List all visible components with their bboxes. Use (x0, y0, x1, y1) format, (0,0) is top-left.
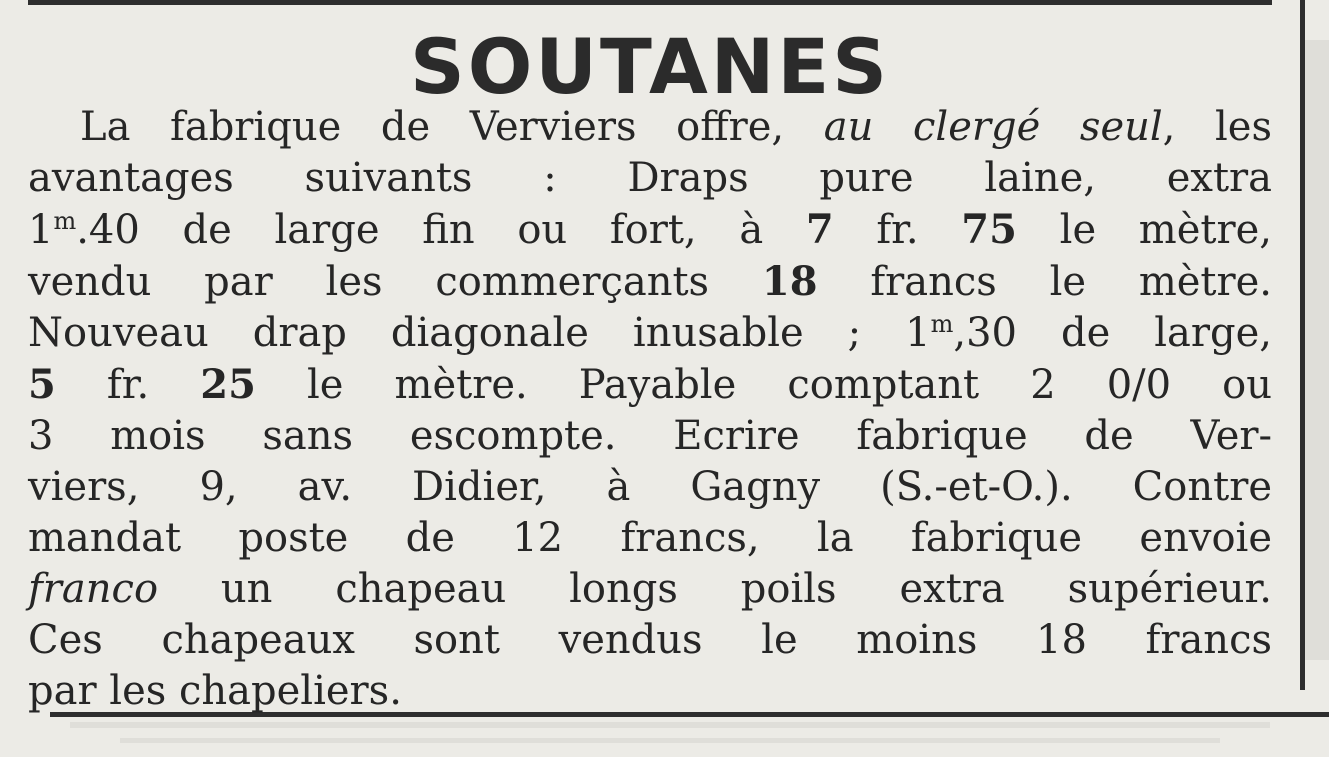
body-line: viers, 9, av. Didier, à Gagny (S.-et-O.). Contre (28, 464, 1272, 510)
body-line: 3 mois sans escompte. Ecrire fabrique de Ver- (28, 413, 1272, 459)
top-rule (28, 0, 1272, 5)
body-line: vendu par les commerçants 18 francs le mètre. (28, 258, 1272, 305)
body-line: mandat poste de 12 francs, la fabrique envoie (28, 515, 1272, 561)
print-bleed (70, 722, 1270, 728)
body-line: 1$^m$.40 de large fin ou fort, à 7 fr. 75 le mètre, (28, 206, 1272, 253)
body-line: par les chapeliers. (28, 668, 402, 714)
body-line: Ces chapeaux sont vendus le moins 18 francs (28, 617, 1272, 663)
body-line: La fabrique de Verviers offre, au clergé seul, les (80, 104, 1273, 150)
print-bleed (120, 738, 1220, 743)
body-line: 5 fr. 25 le mètre. Payable comptant 2 0/0 ou (28, 361, 1273, 408)
advertisement-title: SOUTANES (409, 22, 891, 111)
advertisement-body (28, 102, 1272, 717)
body-line: franco un chapeau longs poils extra supérieur. (28, 566, 1272, 612)
print-bleed (1300, 40, 1329, 660)
body-line: Nouveau drap diagonale inusable ; 1$^m$,30 de large, (28, 310, 1273, 356)
body-line: avantages suivants : Draps pure laine, extra (28, 155, 1272, 201)
